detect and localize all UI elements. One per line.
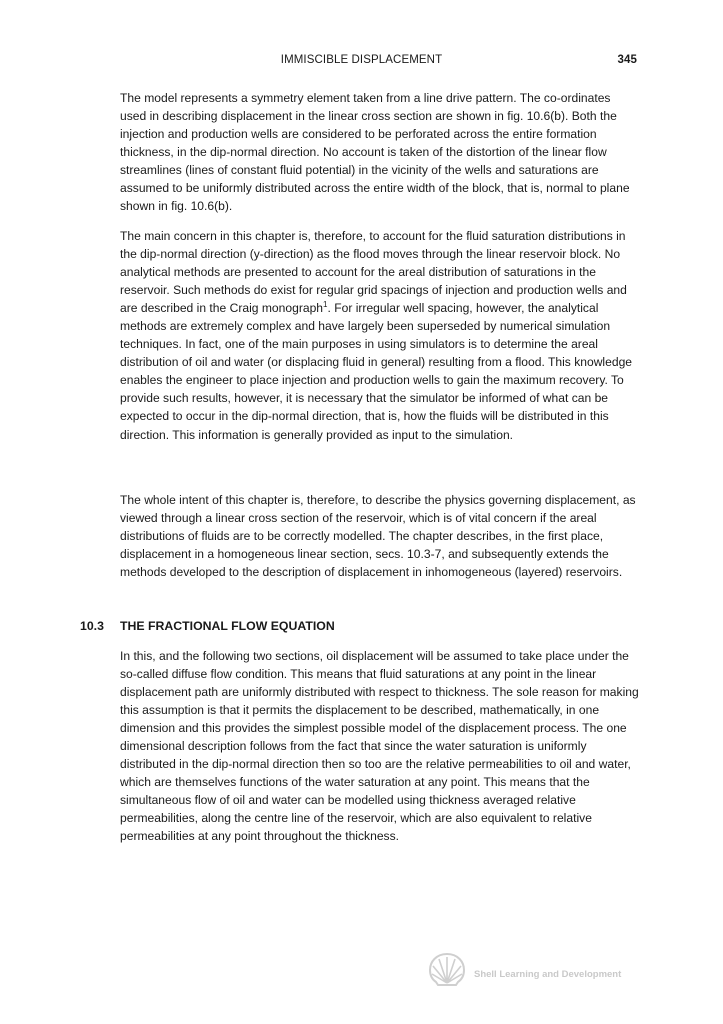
paragraph-1-text: The model represents a symmetry element taken from a line drive pattern. The co-ordinates used in describing displacement in the linear cross section are shown in fig. 10.6(b). Both the injection and production wells are considered to be perforated across the entire formation thickness, in the dip-normal direction. No account is taken of the distortion of the linear flow streamlines (lines of constant fluid potential) in the vicinity of the wells and saturations are assumed to be uniformly distributed across the entire width of the block, that is, normal to plane shown in fig. 10.6(b).	[120, 91, 630, 214]
paragraph-4	[120, 647, 640, 846]
paragraph-1	[120, 89, 640, 215]
footer-text: Shell Learning and Development	[474, 969, 622, 980]
page-footer	[428, 952, 643, 992]
page-number: 345	[617, 54, 637, 66]
paragraph-2-text	[120, 227, 640, 444]
shell-logo-icon	[428, 952, 466, 993]
paragraph-3	[120, 491, 640, 581]
paragraph-4-text: In this, and the following two sections, oil displacement will be assumed to take place under the so-called diffuse flow condition. This means that fluid saturations at any point in the linear displacement path are uniformly distributed with respect to thickness. The sole reason for making this assumption is that it permits the displacement to be described, mathematically, in one dimension and this provides the simplest possible model of the displacement process. The one dimensional description follows from the fact that since the water saturation is uniformly distributed in the dip-normal direction then so too are the relative permeabilities to oil and water, which are themselves functions of the water saturation at any point. This means that the simultaneous flow of oil and water can be modelled using thickness averaged relative permeabilities, along the centre line of the reservoir, which are also equivalent to relative permeabilities at any point throughout the thickness.	[120, 649, 639, 844]
paragraph-2-text-b: . For irregular well spacing, however, the analytical methods are extremely complex and have largely been superseded by numerical simulation techniques. In fact, one of the main purposes in using simulators is to determine the areal distribution of oil and water (or displacing fluid in general) resulting from a flood. This knowledge enables the engineer to place injection and production wells to gain the maximum recovery. To provide such results, however, it is necessary that the simulator be informed of what can be expected to occur in the dip-normal direction, that is, how the fluids will be distributed in this direction. This information is generally provided as input to the simulation.	[120, 301, 633, 442]
section-number: 10.3	[80, 619, 104, 633]
section-title: THE FRACTIONAL FLOW EQUATION	[120, 619, 335, 633]
footnote-reference: 1	[323, 300, 328, 310]
running-title: IMMISCIBLE DISPLACEMENT	[280, 54, 443, 66]
paragraph-2	[120, 227, 640, 444]
page-header	[0, 54, 723, 70]
paragraph-2-text-a: The main concern in this chapter is, therefore, to account for the fluid saturation distributions in the dip-normal direction (y-direction) as the flood moves through the linear reservoir block. No analytical methods are presented to account for the areal distribution of saturations in the reservoir. Such methods do exist for regular grid spacings of injection and production wells and are described in the Craig monograph	[120, 229, 627, 316]
paragraph-3-text: The whole intent of this chapter is, therefore, to describe the physics governing displacement, as viewed through a linear cross section of the reservoir, which is of vital concern if the areal distributions of fluids are to be correctly modelled. The chapter describes, in the first place, displacement in a homogeneous linear section, secs. 10.3-7, and subsequently extends the methods developed to the description of displacement in inhomogeneous (layered) reservoirs.	[120, 493, 636, 580]
